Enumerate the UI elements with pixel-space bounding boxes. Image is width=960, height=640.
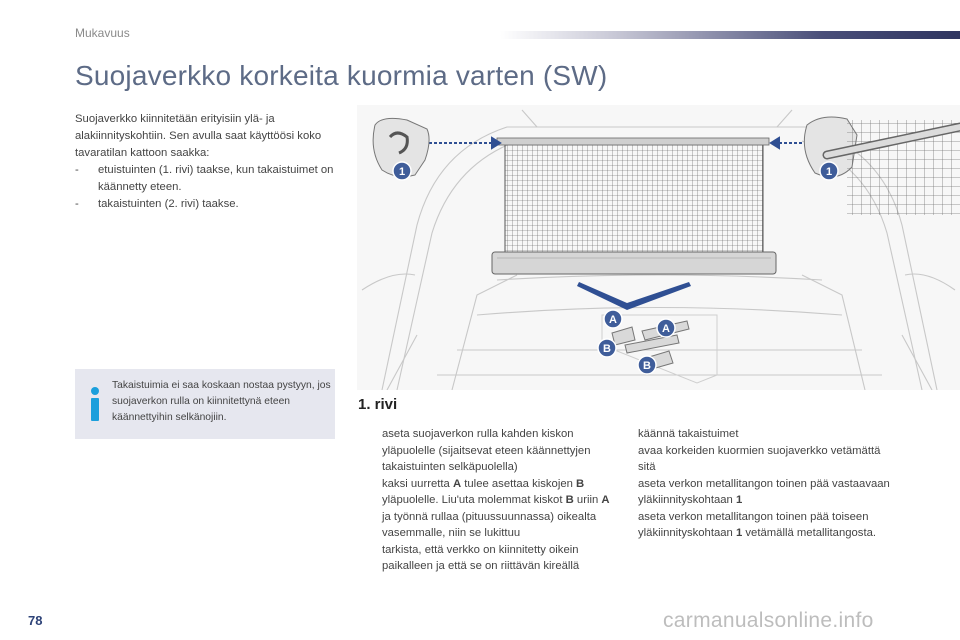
- callout-b-upper: [598, 339, 616, 357]
- watermark: carmanualsonline.info: [663, 609, 874, 632]
- step-reference-label: B: [565, 494, 574, 506]
- step-reference-label: 1: [735, 527, 743, 539]
- header-gradient-bar: [500, 31, 960, 39]
- net-roller: [492, 252, 776, 274]
- steps-list-left: [360, 426, 620, 575]
- info-icon: [89, 386, 101, 422]
- callout-a-upper: [604, 310, 622, 328]
- page-title: Suojaverkko korkeita kuormia varten (SW): [75, 60, 608, 91]
- step-reference-label: B: [576, 477, 585, 490]
- section-header: Mukavuus: [75, 26, 130, 40]
- svg-text:A: A: [609, 314, 617, 326]
- info-text: Takaistuimia ei saa koskaan nostaa pystyyn, jos suojaverkon rulla on kiinnitettynä eteen käännettyihin selkänojiin.: [112, 380, 331, 423]
- step-reference-label: A: [452, 477, 462, 490]
- safety-net: [497, 138, 769, 255]
- svg-text:1: 1: [398, 166, 406, 178]
- callout-1-right: [820, 162, 838, 180]
- svg-text:1: 1: [825, 166, 833, 178]
- intro-block: [75, 111, 345, 213]
- intro-item-1: - etuistuinten (1. rivi) taakse, kun takaistuimet on käännetty eteen.: [75, 162, 345, 196]
- cargo-net-illustration: [357, 105, 960, 390]
- callout-a-lower: [657, 319, 675, 337]
- step-reference-label: 1: [735, 494, 743, 506]
- step-item: käännä takaistuimet: [638, 428, 739, 440]
- step-item: aseta suojaverkon rulla kahden kiskon yläpuolelle (sijaitsevat eteen käännettyjen takaistuinten selkäpuolella): [382, 428, 591, 473]
- intro-item-2: - takaistuinten (2. rivi) taakse.: [75, 196, 345, 213]
- svg-text:B: B: [603, 343, 611, 355]
- step-item: tarkista, että verkko on kiinnitetty oikein paikalleen ja että se on riittävän kireällä: [382, 543, 580, 572]
- info-box: [75, 369, 335, 439]
- callout-1-left: [393, 162, 411, 180]
- step-item: avaa korkeiden kuormien suojaverkko vetämättä sitä: [638, 444, 881, 473]
- step-item: aseta verkon metallitangon toinen pää vastaavaan yläkiinnityskohtaan 1: [638, 477, 890, 506]
- intro-list: [75, 162, 345, 213]
- step-item: kaksi uurretta A tulee asettaa kiskojen B yläpuolelle. Liu'uta molemmat kiskot B uriin A ja työnnä rullaa (pituussuunnassa) oikealta vasemmalle, niin se lukittuu: [382, 477, 610, 539]
- svg-text:A: A: [662, 323, 670, 335]
- steps-list-right: [616, 426, 891, 542]
- svg-text:B: B: [643, 360, 651, 372]
- step-item: aseta verkon metallitangon toinen pää toiseen yläkiinnityskohtaan 1 vetämällä metallitangosta.: [638, 510, 877, 539]
- page-number: 78: [28, 613, 43, 628]
- section-heading: 1. rivi: [358, 396, 398, 413]
- intro-text: Suojaverkko kiinnitetään erityisiin ylä- ja alakiinnityskohtiin. Sen avulla saat käyttöösi koko tavaratilan kattoon saakka:: [75, 113, 322, 159]
- callout-b-lower: [638, 356, 656, 374]
- step-reference-label: A: [601, 494, 610, 506]
